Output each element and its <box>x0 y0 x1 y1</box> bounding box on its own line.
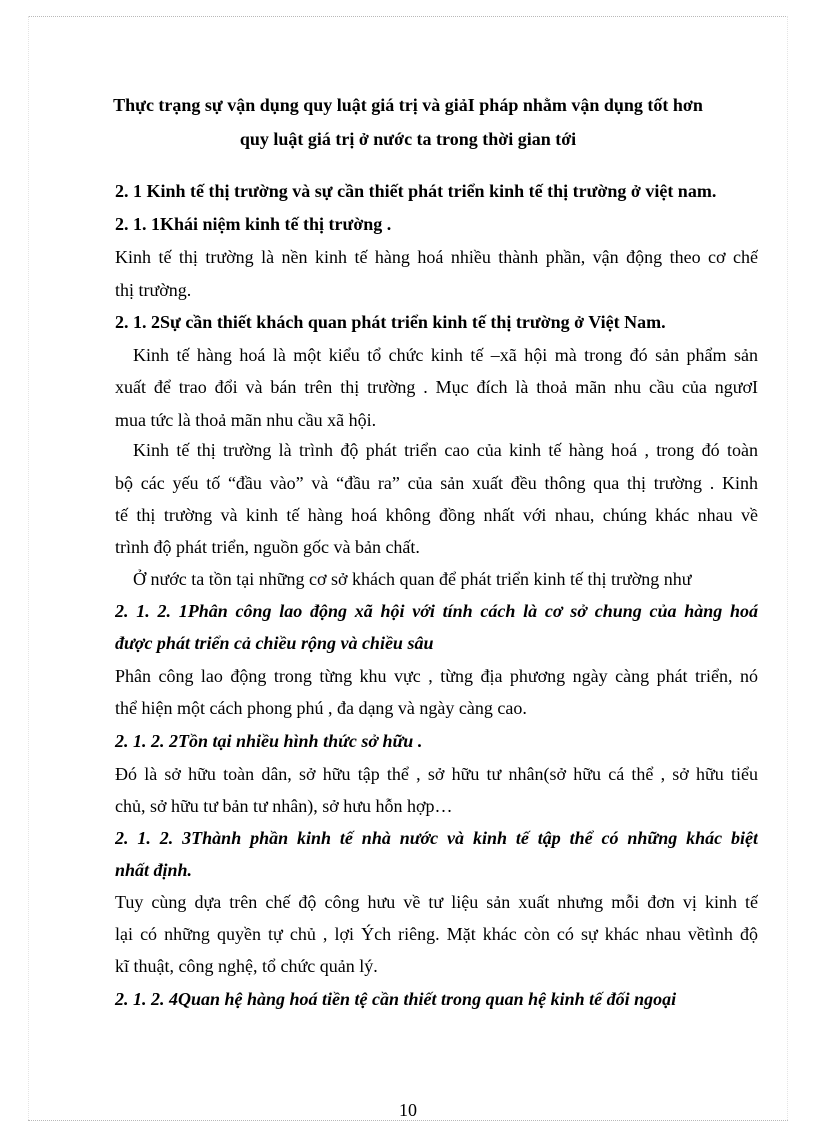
page-border-top <box>28 16 788 17</box>
paragraph-line: bộ các yếu tố “đầu vào” và “đầu ra” của sản xuất đều thông qua thị trường . Kinh <box>115 473 758 493</box>
paragraph-line: Phân công lao động trong từng khu vực , từng địa phương ngày càng phát triển, nó <box>115 666 758 686</box>
section-heading-2-1-2-3-cont: nhất định. <box>115 860 193 880</box>
document-title-line-2: quy luật giá trị ở nước ta trong thời gian tới <box>239 129 577 149</box>
paragraph-line: Đó là sở hữu toàn dân, sở hữu tập thể , sở hữu tư nhân(sở hữu cá thể , sở hữu tiểu <box>115 764 758 784</box>
paragraph-line: lại có những quyền tự chủ , lợi Ých riêng. Mặt khác còn có sự khác nhau vềtình độ <box>115 924 758 944</box>
paragraph-line: kĩ thuật, công nghệ, tổ chức quản lý. <box>115 956 378 976</box>
section-heading-2-1-2-2: 2. 1. 2. 2Tồn tại nhiều hình thức sở hữu . <box>115 731 423 751</box>
document-title-line-1: Thực trạng sự vận dụng quy luật giá trị và giảI pháp nhằm vận dụng tốt hơn <box>113 95 703 115</box>
paragraph-line: Kinh tế thị trường là trình độ phát triển cao của kinh tế hàng hoá , trong đó toàn <box>133 440 758 460</box>
section-heading-2-1-2-3: 2. 1. 2. 3Thành phần kinh tế nhà nước và kinh tế tập thể có những khác biệt <box>115 828 758 848</box>
section-heading-2-1: 2. 1 Kinh tế thị trường và sự cần thiết phát triển kinh tế thị trường ở việt nam. <box>115 181 717 201</box>
page-number: 10 <box>399 1100 417 1120</box>
paragraph-line: Kinh tế thị trường là nền kinh tế hàng hoá nhiều thành phần, vận động theo cơ chế <box>115 247 758 267</box>
paragraph-line: thị trường. <box>115 280 192 300</box>
page-border-right <box>787 16 788 1120</box>
section-heading-2-1-2-1: 2. 1. 2. 1Phân công lao động xã hội với tính cách là cơ sở chung của hàng hoá <box>115 601 758 621</box>
paragraph-line: Kinh tế hàng hoá là một kiểu tổ chức kinh tế –xã hội mà trong đó sản phẩm sản <box>133 345 758 365</box>
paragraph-line: trình độ phát triển, nguồn gốc và bản chất. <box>115 537 420 557</box>
paragraph-line: tế thị trường và kinh tế hàng hoá không đồng nhất với nhau, chúng khác nhau về <box>115 505 758 525</box>
paragraph-line: chủ, sở hữu tư bản tư nhân), sở hưu hỗn hợp… <box>115 796 453 816</box>
paragraph-line: thể hiện một cách phong phú , đa dạng và ngày càng cao. <box>115 698 527 718</box>
page-border-left <box>28 16 29 1120</box>
paragraph-line: Ở nước ta tồn tại những cơ sở khách quan để phát triển kinh tế thị trường như <box>133 569 692 589</box>
section-heading-2-1-2: 2. 1. 2Sự cần thiết khách quan phát triển kinh tế thị trường ở Việt Nam. <box>115 312 666 332</box>
paragraph-line: mua tức là thoả mãn nhu cầu xã hội. <box>115 410 377 430</box>
section-heading-2-1-2-1-cont: được phát triển cả chiều rộng và chiều sâu <box>115 633 434 653</box>
paragraph-line: xuất để trao đổi và bán trên thị trường . Mục đích là thoả mãn nhu cầu của ngươI <box>115 377 758 397</box>
section-heading-2-1-2-4: 2. 1. 2. 4Quan hệ hàng hoá tiền tệ cần thiết trong quan hệ kinh tế đối ngoại <box>115 989 677 1009</box>
section-heading-2-1-1: 2. 1. 1Khái niệm kinh tế thị trường . <box>115 214 392 234</box>
paragraph-line: Tuy cùng dựa trên chế độ công hưu về tư liệu sản xuất nhưng mỗi đơn vị kinh tế <box>115 892 758 912</box>
